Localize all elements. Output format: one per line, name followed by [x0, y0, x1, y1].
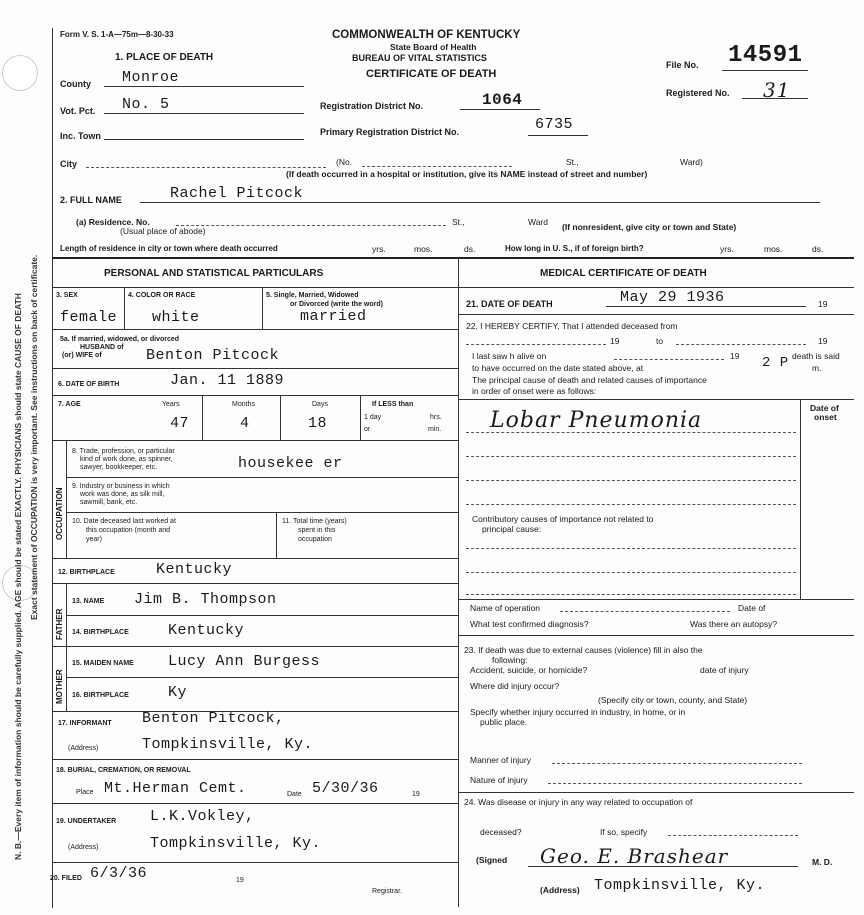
- specify-city-label: (Specify city or town, county, and State): [598, 695, 748, 705]
- age-or-label: or: [364, 426, 371, 433]
- informant-address-value: Tompkinsville, Ky.: [142, 736, 314, 753]
- age-days-label: Days: [312, 401, 328, 408]
- filed-value: 6/3/36: [90, 865, 148, 882]
- test-label: What test confirmed diagnosis?: [470, 619, 589, 629]
- age-months-value: 4: [240, 415, 250, 432]
- q23-line2: following:: [492, 655, 528, 665]
- length-of-residence-label: Length of residence in city or town where death occurred: [60, 244, 278, 253]
- father-name-value: Jim B. Thompson: [134, 591, 277, 608]
- nature-label: Nature of injury: [470, 775, 528, 785]
- principal-2: in order of onset were as follows:: [472, 386, 597, 396]
- st-label: St.,: [566, 157, 579, 167]
- certify-text: 22. I HEREBY CERTIFY, That I attended deceased from: [466, 321, 678, 331]
- reg-district-label: Registration District No.: [320, 101, 424, 111]
- board-title: State Board of Health: [390, 42, 477, 52]
- father-side-label: FATHER: [55, 608, 64, 640]
- us-yrs: yrs.: [720, 244, 734, 254]
- residence-label: (a) Residence. No.: [76, 217, 150, 227]
- occ11-line2: spent in this: [298, 527, 336, 534]
- last-saw-text: I last saw h alive on: [472, 351, 547, 361]
- age-months-label: Months: [232, 401, 255, 408]
- birthplace-value: Kentucky: [156, 561, 233, 578]
- signed-label: (Signed: [476, 855, 508, 865]
- margin-instructions-2: Exact statement of OCCUPATION is very important. See instructions on back of certificate.: [29, 254, 39, 620]
- full-name-value: Rachel Pitcock: [170, 185, 304, 202]
- occ10-line2: this occupation (month and: [86, 527, 171, 534]
- county-value: Monroe: [122, 69, 180, 86]
- deceased-label: deceased?: [480, 827, 522, 837]
- occ8-line3: sawyer, bookkeeper, etc.: [80, 464, 158, 471]
- q23-line1: 23. If death was due to external causes (violence) fill in also the: [464, 645, 703, 655]
- marital-label-2: or Divorced (write the word): [290, 301, 383, 308]
- dob-label: 6. DATE OF BIRTH: [58, 381, 120, 388]
- spouse-value: Benton Pitcock: [146, 347, 280, 364]
- principal-1: The principal cause of death and related causes of importance: [472, 375, 707, 385]
- md-label: M. D.: [812, 857, 833, 867]
- sex-value: female: [60, 309, 118, 326]
- occ9-line3: sawmill, bank, etc.: [80, 499, 138, 506]
- informant-address-label: (Address): [68, 745, 99, 752]
- dob-value: Jan. 11 1889: [170, 372, 285, 389]
- physician-address-label: (Address): [540, 885, 580, 895]
- commonwealth-title: COMMONWEALTH OF KENTUCKY: [332, 29, 521, 41]
- length-yrs: yrs.: [372, 244, 386, 254]
- certify-to: to: [656, 336, 664, 346]
- father-bp-label: 14. BIRTHPLACE: [72, 629, 129, 636]
- occ10-line1: 10. Date deceased last worked at: [72, 518, 176, 525]
- dod-value: May 29 1936: [620, 289, 725, 306]
- occ8-line2: kind of work done, as spinner,: [80, 456, 173, 463]
- color-label: 4. COLOR OR RACE: [128, 292, 196, 299]
- occupation-side-label: OCCUPATION: [55, 487, 64, 540]
- age-hrs-label: hrs.: [430, 414, 442, 421]
- mother-bp-label: 16. BIRTHPLACE: [72, 692, 129, 699]
- spouse-label-1: 5a. If married, widowed, or divorced: [60, 336, 180, 343]
- nonresident-note: (If nonresident, give city or town and State): [562, 222, 737, 232]
- specify-line2: public place.: [480, 717, 528, 727]
- reg-district-value: 1064: [482, 91, 523, 109]
- registered-no-label: Registered No.: [666, 88, 730, 98]
- us-ds: ds.: [812, 244, 824, 254]
- us-mos: mos.: [764, 244, 783, 254]
- place-of-death-label: 1. PLACE OF DEATH: [115, 52, 214, 63]
- contributory-2: principal cause:: [482, 524, 542, 534]
- margin-instructions-1: N. B.—Every item of information should be carefully supplied. AGE should be stated EXACTLY. PHYSICIANS should state CAUSE OF DEATH: [13, 293, 23, 860]
- hospital-note: (If death occurred in a hospital or institution, give its NAME instead of street and number): [286, 169, 648, 179]
- primary-district-label: Primary Registration District No.: [320, 127, 460, 137]
- file-no-value: 14591: [728, 42, 803, 69]
- age-label: 7. AGE: [58, 401, 81, 408]
- registered-no-value: 31: [763, 78, 791, 102]
- mother-name-value: Lucy Ann Burgess: [168, 653, 321, 670]
- burial-19: 19: [412, 791, 420, 798]
- age-years-label: Years: [162, 401, 180, 408]
- age-less-label: If LESS than: [372, 401, 414, 408]
- father-bp-value: Kentucky: [168, 622, 245, 639]
- accident-label: Accident, suicide, or homicide?: [470, 665, 588, 675]
- physician-address-value: Tompkinsville, Ky.: [594, 877, 766, 894]
- county-label: County: [60, 79, 91, 89]
- vot-pct-value: No. 5: [122, 96, 170, 113]
- inc-town-label: Inc. Town: [60, 131, 101, 141]
- ward-label: Ward): [680, 157, 703, 167]
- primary-district-value: 6735: [535, 116, 574, 133]
- vot-pct-label: Vot. Pct.: [60, 106, 96, 116]
- mother-side-label: MOTHER: [55, 669, 64, 704]
- occ11-line1: 11. Total time (years): [282, 518, 347, 525]
- form-number: Form V. S. 1-A—75m—8-30-33: [60, 30, 174, 39]
- last-saw-19: 19: [730, 351, 740, 361]
- occ10-line3: year): [86, 536, 102, 543]
- age-day-label: 1 day: [364, 414, 382, 421]
- mother-bp-value: Ky: [168, 684, 188, 701]
- occurred-text: to have occurred on the date stated above, at: [472, 363, 644, 373]
- registrar-label: Registrar.: [372, 888, 402, 895]
- occ11-line3: occupation: [298, 536, 332, 543]
- death-said-text: death is said: [792, 351, 840, 361]
- dod-label: 21. DATE OF DEATH: [466, 299, 553, 309]
- punch-hole-top: [2, 55, 38, 91]
- spouse-label-2: HUSBAND of: [80, 344, 124, 351]
- burial-date-label: Date: [287, 791, 302, 798]
- occ8-line1: 8. Trade, profession, or particular: [72, 448, 175, 455]
- manner-label: Manner of injury: [470, 755, 531, 765]
- specify-line1: Specify whether injury occurred in industry, in home, or in: [470, 707, 686, 717]
- occ9-line2: work was done, as silk mill,: [80, 491, 165, 498]
- length-mos: mos.: [414, 244, 433, 254]
- m-label: m.: [812, 363, 822, 373]
- city-label: City: [60, 159, 78, 169]
- bureau-title: BUREAU OF VITAL STATISTICS: [352, 53, 487, 63]
- occupation-value: housekee er: [238, 455, 343, 472]
- age-days-value: 18: [308, 415, 328, 432]
- undertaker-address-label: (Address): [68, 844, 99, 851]
- filed-19: 19: [236, 877, 244, 884]
- date-of-label: Date of: [738, 603, 766, 613]
- if-so-label: If so, specify: [600, 827, 648, 837]
- date-onset-label-2: onset: [814, 412, 837, 422]
- burial-label: 18. BURIAL, CREMATION, OR REMOVAL: [56, 767, 191, 774]
- informant-label: 17. INFORMANT: [58, 720, 112, 727]
- q24-text: 24. Was disease or injury in any way related to occupation of: [464, 797, 693, 807]
- age-years-value: 47: [170, 415, 190, 432]
- age-min-label: min.: [428, 426, 442, 433]
- filed-label: 20. FILED: [50, 875, 82, 882]
- sex-label: 3. SEX: [56, 292, 78, 299]
- personal-section-title: PERSONAL AND STATISTICAL PARTICULARS: [104, 268, 324, 279]
- undertaker-address-value: Tompkinsville, Ky.: [150, 835, 322, 852]
- father-name-label: 13. NAME: [72, 598, 105, 605]
- medical-section-title: MEDICAL CERTIFICATE OF DEATH: [540, 268, 707, 279]
- occ9-line1: 9. Industry or business in which: [72, 483, 170, 490]
- where-injury-label: Where did injury occur?: [470, 681, 560, 691]
- physician-signature: Geo. E. Brashear: [540, 844, 729, 868]
- mother-name-label: 15. MAIDEN NAME: [72, 660, 134, 667]
- burial-place-value: Mt.Herman Cemt.: [104, 780, 247, 797]
- burial-date-value: 5/30/36: [312, 780, 379, 797]
- residence-ward: Ward: [528, 217, 548, 227]
- dod-19: 19: [818, 299, 828, 309]
- marital-label-1: 5. Single, Married, Widowed: [266, 292, 359, 299]
- date-onset-label-1: Date of: [810, 403, 839, 413]
- autopsy-label: Was there an autopsy?: [690, 619, 778, 629]
- length-ds: ds.: [464, 244, 476, 254]
- file-no-label: File No.: [666, 60, 699, 70]
- birthplace-label: 12. BIRTHPLACE: [58, 569, 115, 576]
- time-value: 2 P: [762, 355, 789, 371]
- date-injury-label: date of injury: [700, 665, 749, 675]
- spouse-label-3: (or) WIFE of: [62, 352, 102, 359]
- how-long-label: How long in U. S., if of foreign birth?: [505, 244, 644, 253]
- burial-place-label: Place: [76, 789, 94, 796]
- undertaker-label: 19. UNDERTAKER: [56, 818, 117, 825]
- certify-19b: 19: [818, 336, 828, 346]
- operation-label: Name of operation: [470, 603, 540, 613]
- informant-value: Benton Pitcock,: [142, 710, 285, 727]
- no-label: (No.: [336, 157, 353, 167]
- marital-value: married: [300, 308, 367, 325]
- undertaker-value: L.K.Vokley,: [150, 808, 255, 825]
- residence-st: St.,: [452, 217, 465, 227]
- contributory-1: Contributory causes of importance not related to: [472, 514, 654, 524]
- full-name-label: 2. FULL NAME: [60, 195, 122, 205]
- certify-19a: 19: [610, 336, 620, 346]
- certificate-title: CERTIFICATE OF DEATH: [366, 68, 497, 80]
- usual-place: (Usual place of abode): [120, 226, 206, 236]
- cause-of-death: Lobar Pneumonia: [490, 408, 703, 433]
- color-value: white: [152, 309, 200, 326]
